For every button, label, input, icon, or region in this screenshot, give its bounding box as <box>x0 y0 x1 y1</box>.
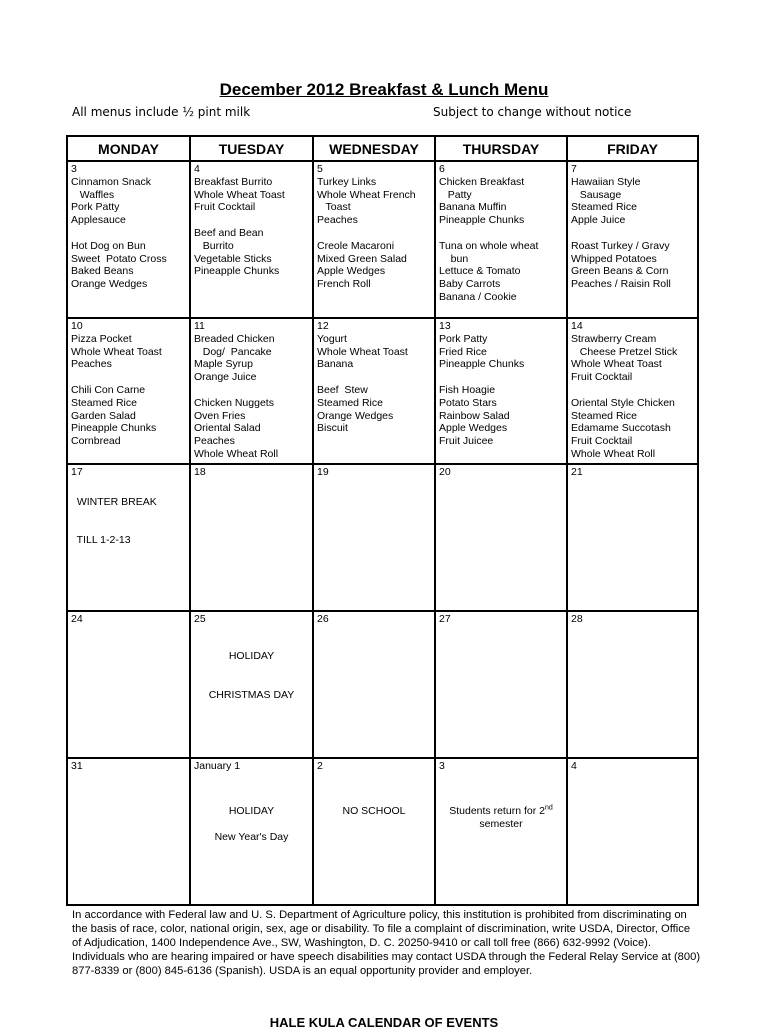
students-return-note <box>439 805 563 831</box>
week-row <box>67 161 698 318</box>
winter-break-note: WINTER BREAK TILL 1-2-13 <box>76 495 157 546</box>
day-number: 4 <box>194 163 200 175</box>
weekday-header-row <box>67 136 698 161</box>
day-number: 24 <box>71 613 83 625</box>
day-cell <box>190 318 313 464</box>
day-number: 19 <box>317 466 329 478</box>
day-cell <box>567 318 698 464</box>
day-cell <box>313 161 435 318</box>
new-years-holiday-note: HOLIDAY New Year's Day <box>214 804 289 843</box>
day-number: 14 <box>571 320 583 332</box>
day-cell <box>67 161 190 318</box>
menu-items: Strawberry Cream Cheese Pretzel Stick Whole Wheat Toast Fruit Cocktail Oriental Style Chicken Steamed Rice Edamame Succotash Fruit Cocktail Whole Wheat Roll <box>571 332 678 460</box>
day-number: 21 <box>571 466 583 478</box>
day-cell <box>190 161 313 318</box>
day-cell <box>435 161 567 318</box>
header-friday: FRIDAY <box>567 136 698 161</box>
day-cell <box>435 464 567 611</box>
day-cell <box>435 611 567 758</box>
change-notice: Subject to change without notice <box>433 105 632 119</box>
christmas-holiday-note: HOLIDAY CHRISTMAS DAY <box>208 649 295 701</box>
day-number: 18 <box>194 466 206 478</box>
week-row <box>67 464 698 611</box>
day-number: 25 <box>194 613 206 625</box>
header-thursday: THURSDAY <box>435 136 567 161</box>
no-school-note: NO SCHOOL <box>342 804 406 817</box>
day-number: 31 <box>71 760 83 772</box>
day-cell <box>313 318 435 464</box>
day-number: 27 <box>439 613 451 625</box>
menu-items: Breaded Chicken Dog/ Pancake Maple Syrup Orange Juice Chicken Nuggets Oven Fries Oriental Salad Peaches Whole Wheat Roll <box>194 332 279 460</box>
day-cell <box>190 611 313 758</box>
ordinal-suffix: nd <box>544 804 553 812</box>
day-number: 4 <box>571 760 577 772</box>
day-number: 6 <box>439 163 445 175</box>
week-row <box>67 758 698 905</box>
day-number: 10 <box>71 320 83 332</box>
day-cell <box>313 758 435 905</box>
day-cell <box>567 161 698 318</box>
semester-text: semester <box>479 817 523 830</box>
day-cell <box>67 758 190 905</box>
day-number: 17 <box>71 466 83 478</box>
week-row <box>67 611 698 758</box>
header-wednesday: WEDNESDAY <box>313 136 435 161</box>
menu-items: Turkey Links Whole Wheat French Toast Peaches Creole Macaroni Mixed Green Salad Apple Wedges French Roll <box>317 175 416 291</box>
day-cell <box>67 318 190 464</box>
day-number: 3 <box>439 760 445 772</box>
milk-note: All menus include ½ pint milk <box>72 105 251 119</box>
menu-title-text: December 2012 Breakfast & Lunch Menu <box>219 80 549 99</box>
day-cell <box>313 464 435 611</box>
day-number: 11 <box>194 320 205 332</box>
day-number: 2 <box>317 760 323 772</box>
day-cell <box>567 611 698 758</box>
menu-calendar-table <box>66 135 699 906</box>
day-cell <box>190 464 313 611</box>
day-cell <box>435 758 567 905</box>
day-number: 7 <box>571 163 577 175</box>
calendar-of-events-heading: HALE KULA CALENDAR OF EVENTS <box>269 1015 499 1030</box>
menu-items: Cinnamon Snack Waffles Pork Patty Applesauce Hot Dog on Bun Sweet Potato Cross Baked Beans Orange Wedges <box>71 175 167 291</box>
menu-items: Pork Patty Fried Rice Pineapple Chunks Fish Hoagie Potato Stars Rainbow Salad Apple Wedges Fruit Juicee <box>439 332 525 448</box>
day-number: 26 <box>317 613 329 625</box>
menu-items: Breakfast Burrito Whole Wheat Toast Fruit Cocktail Beef and Bean Burrito Vegetable Sticks Pineapple Chunks <box>194 175 285 278</box>
menu-items: Yogurt Whole Wheat Toast Banana Beef Stew Steamed Rice Orange Wedges Biscuit <box>317 332 408 435</box>
day-cell <box>567 758 698 905</box>
week-row <box>67 318 698 464</box>
menu-title <box>0 80 768 100</box>
day-number: 3 <box>71 163 77 175</box>
nondiscrimination-statement: In accordance with Federal law and U. S. Department of Agriculture policy, this institution is prohibited from discriminating on the basis of race, color, national origin, sex, age or disability. To file a complaint of discrimination, write USDA, Director, Office of Adjudication, 1400 Independence Ave., SW, Washington, D. C. 20250-9410 or call toll free (866) 632-9992 (Voice). Individuals who are hearing impaired or have speech disabilities may contact USDA through the Federal Relay Service at (800) 877-8339 or (800) 845-6136 (Spanish). USDA is an equal opportunity provider and employer. <box>72 909 701 977</box>
day-cell <box>567 464 698 611</box>
menu-items: Chicken Breakfast Patty Banana Muffin Pineapple Chunks Tuna on whole wheat bun Lettuce & Tomato Baby Carrots Banana / Cookie <box>439 175 539 303</box>
day-number: 13 <box>439 320 451 332</box>
day-cell <box>435 318 567 464</box>
day-cell <box>190 758 313 905</box>
day-number: January 1 <box>194 760 241 772</box>
menu-items: Pizza Pocket Whole Wheat Toast Peaches Chili Con Carne Steamed Rice Garden Salad Pineapple Chunks Cornbread <box>71 332 162 448</box>
header-monday: MONDAY <box>67 136 190 161</box>
day-number: 5 <box>317 163 323 175</box>
header-tuesday: TUESDAY <box>190 136 313 161</box>
day-cell <box>313 611 435 758</box>
day-number: 12 <box>317 320 329 332</box>
day-cell <box>67 464 190 611</box>
students-return-text: Students return for 2 <box>449 804 545 817</box>
day-number: 28 <box>571 613 583 625</box>
day-cell <box>67 611 190 758</box>
menu-items: Hawaiian Style Sausage Steamed Rice Apple Juice Roast Turkey / Gravy Whipped Potatoes Green Beans & Corn Peaches / Raisin Roll <box>571 175 671 291</box>
day-number: 20 <box>439 466 451 478</box>
